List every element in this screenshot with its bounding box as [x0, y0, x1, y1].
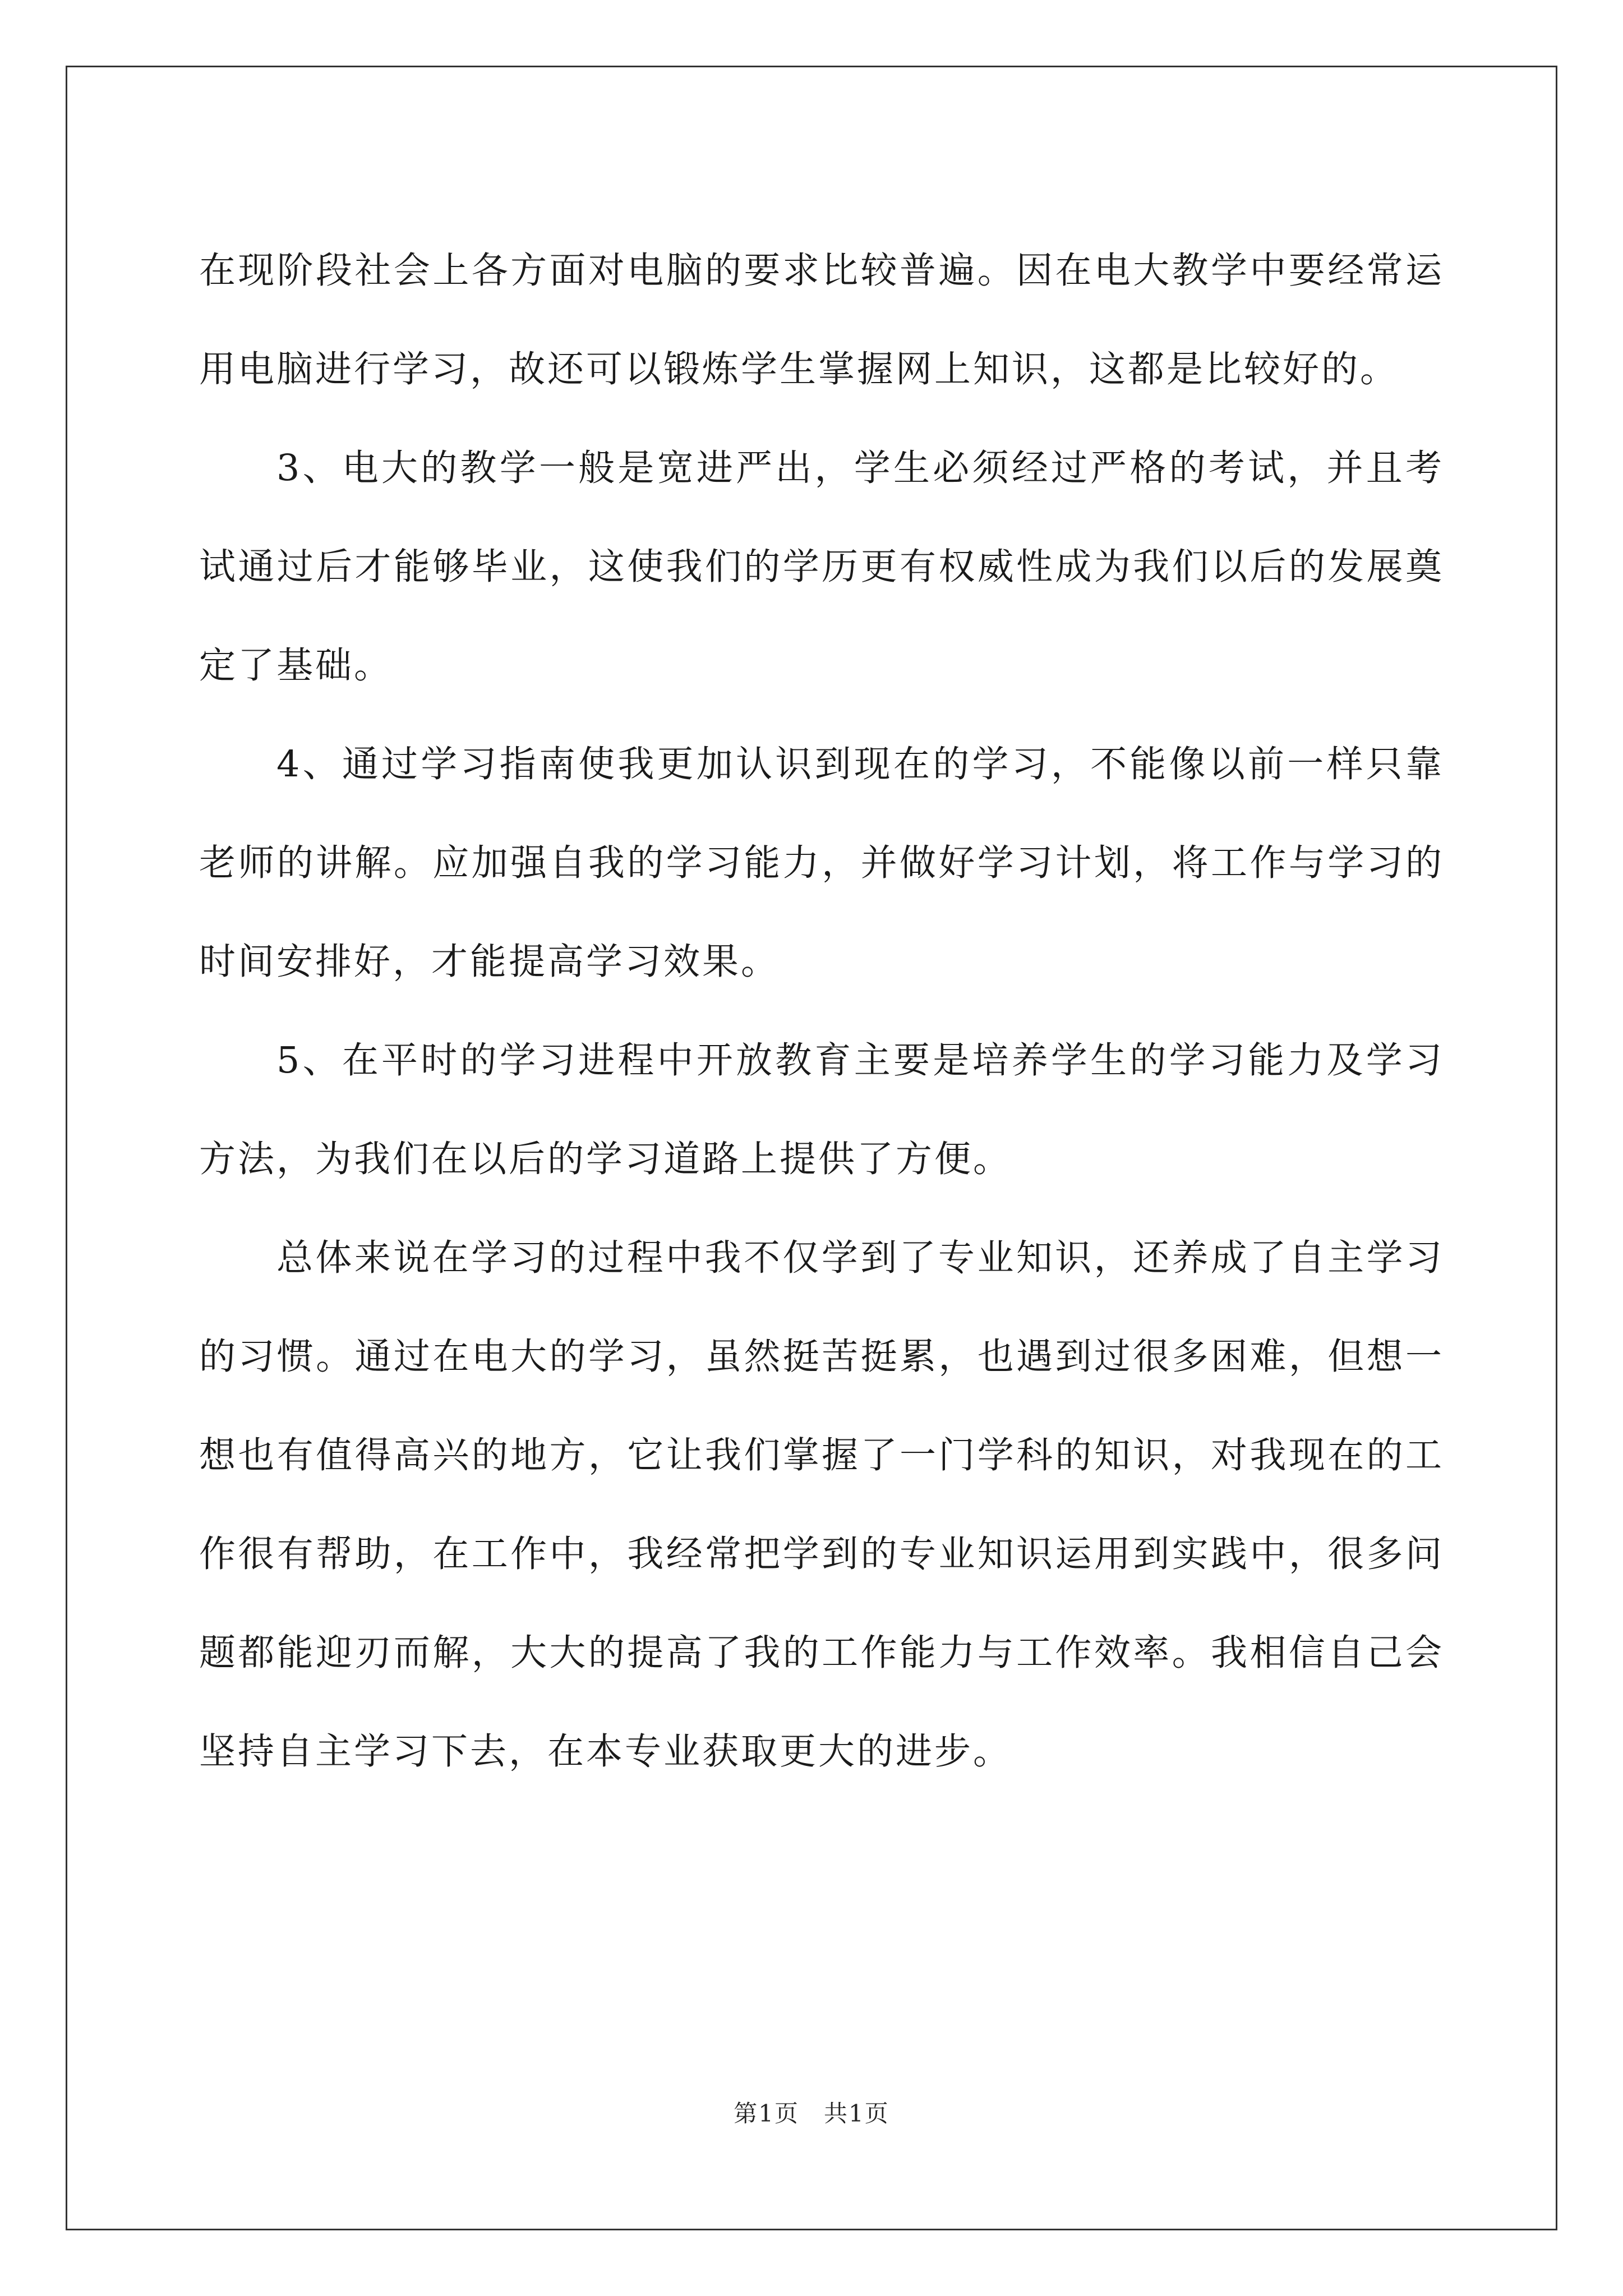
paragraph-5: 总体来说在学习的过程中我不仅学到了专业知识，还养成了自主学习的习惯。通过在电大的学习，虽然挺苦挺累，也遇到过很多困难，但想一想也有值得高兴的地方，它让我们掌握了一门学科的知识，对我现在的工作很有帮助，在工作中，我经常把学到的专业知识运用到实践中，很多问题都能迎刃而解，大大的提高了我的工作能力与工作效率。我相信自己会坚持自主学习下去，在本专业获取更大的进步。	[199, 1237, 1444, 1773]
paragraph-3: 4、通过学习指南使我更加认识到现在的学习，不能像以前一样只靠老师的讲解。应加强自我的学习能力，并做好学习计划，将工作与学习的时间安排好，才能提高学习效果。	[199, 743, 1444, 983]
page-footer: 第1页 共1页	[734, 2100, 889, 2127]
document-body	[199, 222, 1444, 1801]
paragraph-1: 在现阶段社会上各方面对电脑的要求比较普遍。因在电大教学中要经常运用电脑进行学习，故还可以锻炼学生掌握网上知识，这都是比较好的。	[199, 250, 1444, 390]
paragraph-4: 5、在平时的学习进程中开放教育主要是培养学生的学习能力及学习方法，为我们在以后的学习道路上提供了方便。	[199, 1039, 1444, 1180]
paragraph-2: 3、电大的教学一般是宽进严出，学生必须经过严格的考试，并且考试通过后才能够毕业，这使我们的学历更有权威性成为我们以后的发展奠定了基础。	[199, 447, 1444, 687]
